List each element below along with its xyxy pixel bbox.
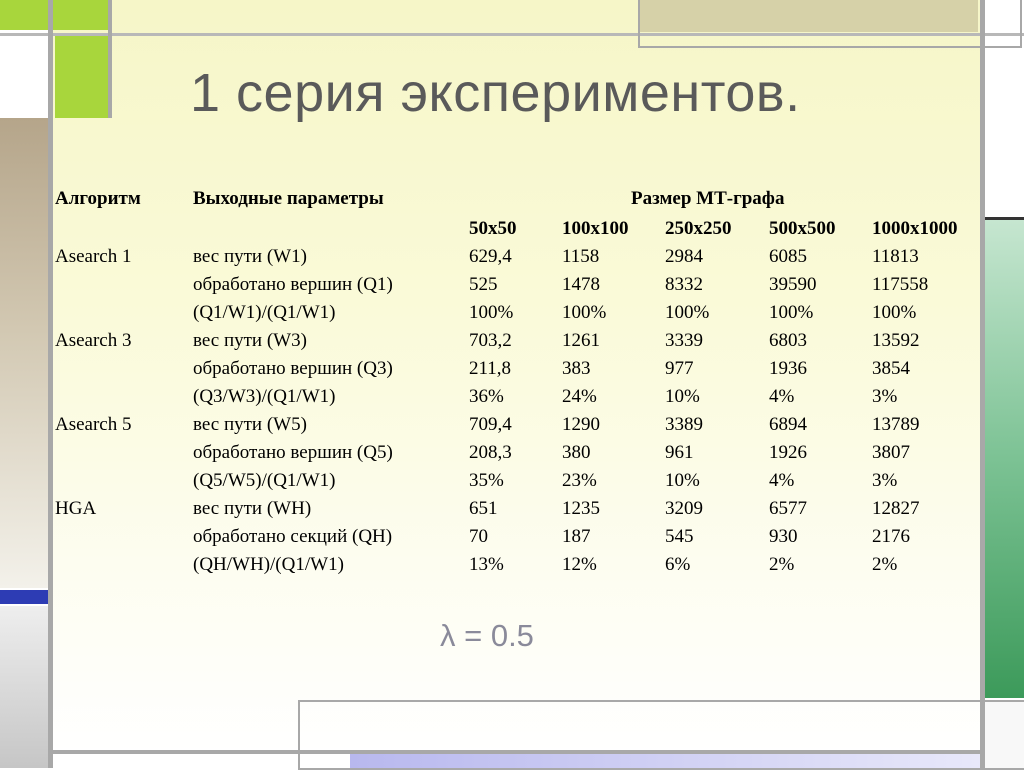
row-value: 6% <box>665 554 691 575</box>
row-value: 10% <box>665 386 700 407</box>
row-value: 4% <box>769 470 795 491</box>
row-value: 651 <box>469 498 498 519</box>
row-value: 117558 <box>872 274 929 295</box>
row-value: 961 <box>665 442 694 463</box>
row-parameter: обработано секций (QH) <box>193 526 393 547</box>
row-value: 525 <box>469 274 498 295</box>
row-value: 100% <box>872 302 917 323</box>
row-value: 12827 <box>872 498 920 519</box>
deco-vline-left2 <box>108 0 112 118</box>
row-value: 100% <box>469 302 514 323</box>
slide-title: 1 серия экспериментов. <box>190 63 801 123</box>
deco-lime-square <box>0 0 110 30</box>
row-value: 8332 <box>665 274 703 295</box>
row-value: 2% <box>872 554 898 575</box>
row-algorithm: HGA <box>55 498 97 519</box>
header-algorithm: Алгоритм <box>55 188 141 209</box>
row-parameter: обработано вершин (Q5) <box>193 442 393 463</box>
row-value: 187 <box>562 526 591 547</box>
row-value: 10% <box>665 470 700 491</box>
deco-green-block <box>985 220 1024 698</box>
row-parameter: (Q1/W1)/(Q1/W1) <box>193 302 336 323</box>
row-value: 3854 <box>872 358 910 379</box>
row-value: 12% <box>562 554 597 575</box>
row-value: 6085 <box>769 246 807 267</box>
row-value: 3% <box>872 470 898 491</box>
row-value: 100% <box>665 302 710 323</box>
size-label: 250x250 <box>665 218 732 239</box>
row-parameter: вес пути (W3) <box>193 330 307 351</box>
row-value: 211,8 <box>469 358 512 379</box>
row-value: 2176 <box>872 526 910 547</box>
row-value: 13592 <box>872 330 920 351</box>
row-value: 629,4 <box>469 246 512 267</box>
row-value: 1290 <box>562 414 600 435</box>
row-parameter: вес пути (WH) <box>193 498 312 519</box>
row-value: 6577 <box>769 498 807 519</box>
row-value: 6803 <box>769 330 807 351</box>
header-graph-size: Размер МТ-графа <box>631 188 785 209</box>
row-value: 70 <box>469 526 488 547</box>
deco-tan-block <box>0 118 48 588</box>
row-value: 6894 <box>769 414 807 435</box>
size-label: 1000x1000 <box>872 218 958 239</box>
row-value: 1261 <box>562 330 600 351</box>
row-value: 208,3 <box>469 442 512 463</box>
row-algorithm: Asearch 5 <box>55 414 132 435</box>
deco-blue-bar <box>0 590 48 604</box>
row-value: 39590 <box>769 274 817 295</box>
row-value: 4% <box>769 386 795 407</box>
deco-white-block <box>0 36 48 118</box>
deco-vline-left <box>48 0 53 768</box>
row-value: 35% <box>469 470 504 491</box>
row-value: 703,2 <box>469 330 512 351</box>
row-algorithm: Asearch 1 <box>55 246 132 267</box>
row-value: 36% <box>469 386 504 407</box>
row-parameter: (QH/WH)/(Q1/W1) <box>193 554 344 575</box>
deco-gray-block <box>0 606 48 768</box>
header-params: Выходные параметры <box>193 188 384 209</box>
row-value: 13789 <box>872 414 920 435</box>
deco-lime-rect <box>55 36 108 118</box>
deco-bottom-gradient <box>350 754 980 768</box>
row-value: 930 <box>769 526 798 547</box>
lambda-value: λ = 0.5 <box>440 618 534 653</box>
size-label: 500x500 <box>769 218 836 239</box>
row-value: 3389 <box>665 414 703 435</box>
deco-outline-rect <box>638 0 1022 48</box>
size-label: 50x50 <box>469 218 517 239</box>
row-value: 100% <box>562 302 607 323</box>
row-parameter: вес пути (W5) <box>193 414 307 435</box>
row-value: 23% <box>562 470 597 491</box>
row-value: 3807 <box>872 442 910 463</box>
row-value: 709,4 <box>469 414 512 435</box>
row-value: 1478 <box>562 274 600 295</box>
row-value: 24% <box>562 386 597 407</box>
row-value: 1936 <box>769 358 807 379</box>
row-value: 2984 <box>665 246 703 267</box>
row-value: 2% <box>769 554 795 575</box>
row-parameter: обработано вершин (Q1) <box>193 274 393 295</box>
row-value: 1158 <box>562 246 600 267</box>
row-parameter: (Q3/W3)/(Q1/W1) <box>193 386 336 407</box>
row-value: 3339 <box>665 330 703 351</box>
row-value: 100% <box>769 302 814 323</box>
row-value: 11813 <box>872 246 919 267</box>
row-value: 380 <box>562 442 591 463</box>
size-label: 100x100 <box>562 218 629 239</box>
row-value: 545 <box>665 526 694 547</box>
row-value: 3% <box>872 386 898 407</box>
row-algorithm: Asearch 3 <box>55 330 132 351</box>
row-value: 977 <box>665 358 694 379</box>
row-value: 383 <box>562 358 591 379</box>
row-value: 13% <box>469 554 504 575</box>
row-parameter: обработано вершин (Q3) <box>193 358 393 379</box>
row-parameter: (Q5/W5)/(Q1/W1) <box>193 470 336 491</box>
row-value: 1235 <box>562 498 600 519</box>
row-value: 3209 <box>665 498 703 519</box>
row-parameter: вес пути (W1) <box>193 246 307 267</box>
row-value: 1926 <box>769 442 807 463</box>
